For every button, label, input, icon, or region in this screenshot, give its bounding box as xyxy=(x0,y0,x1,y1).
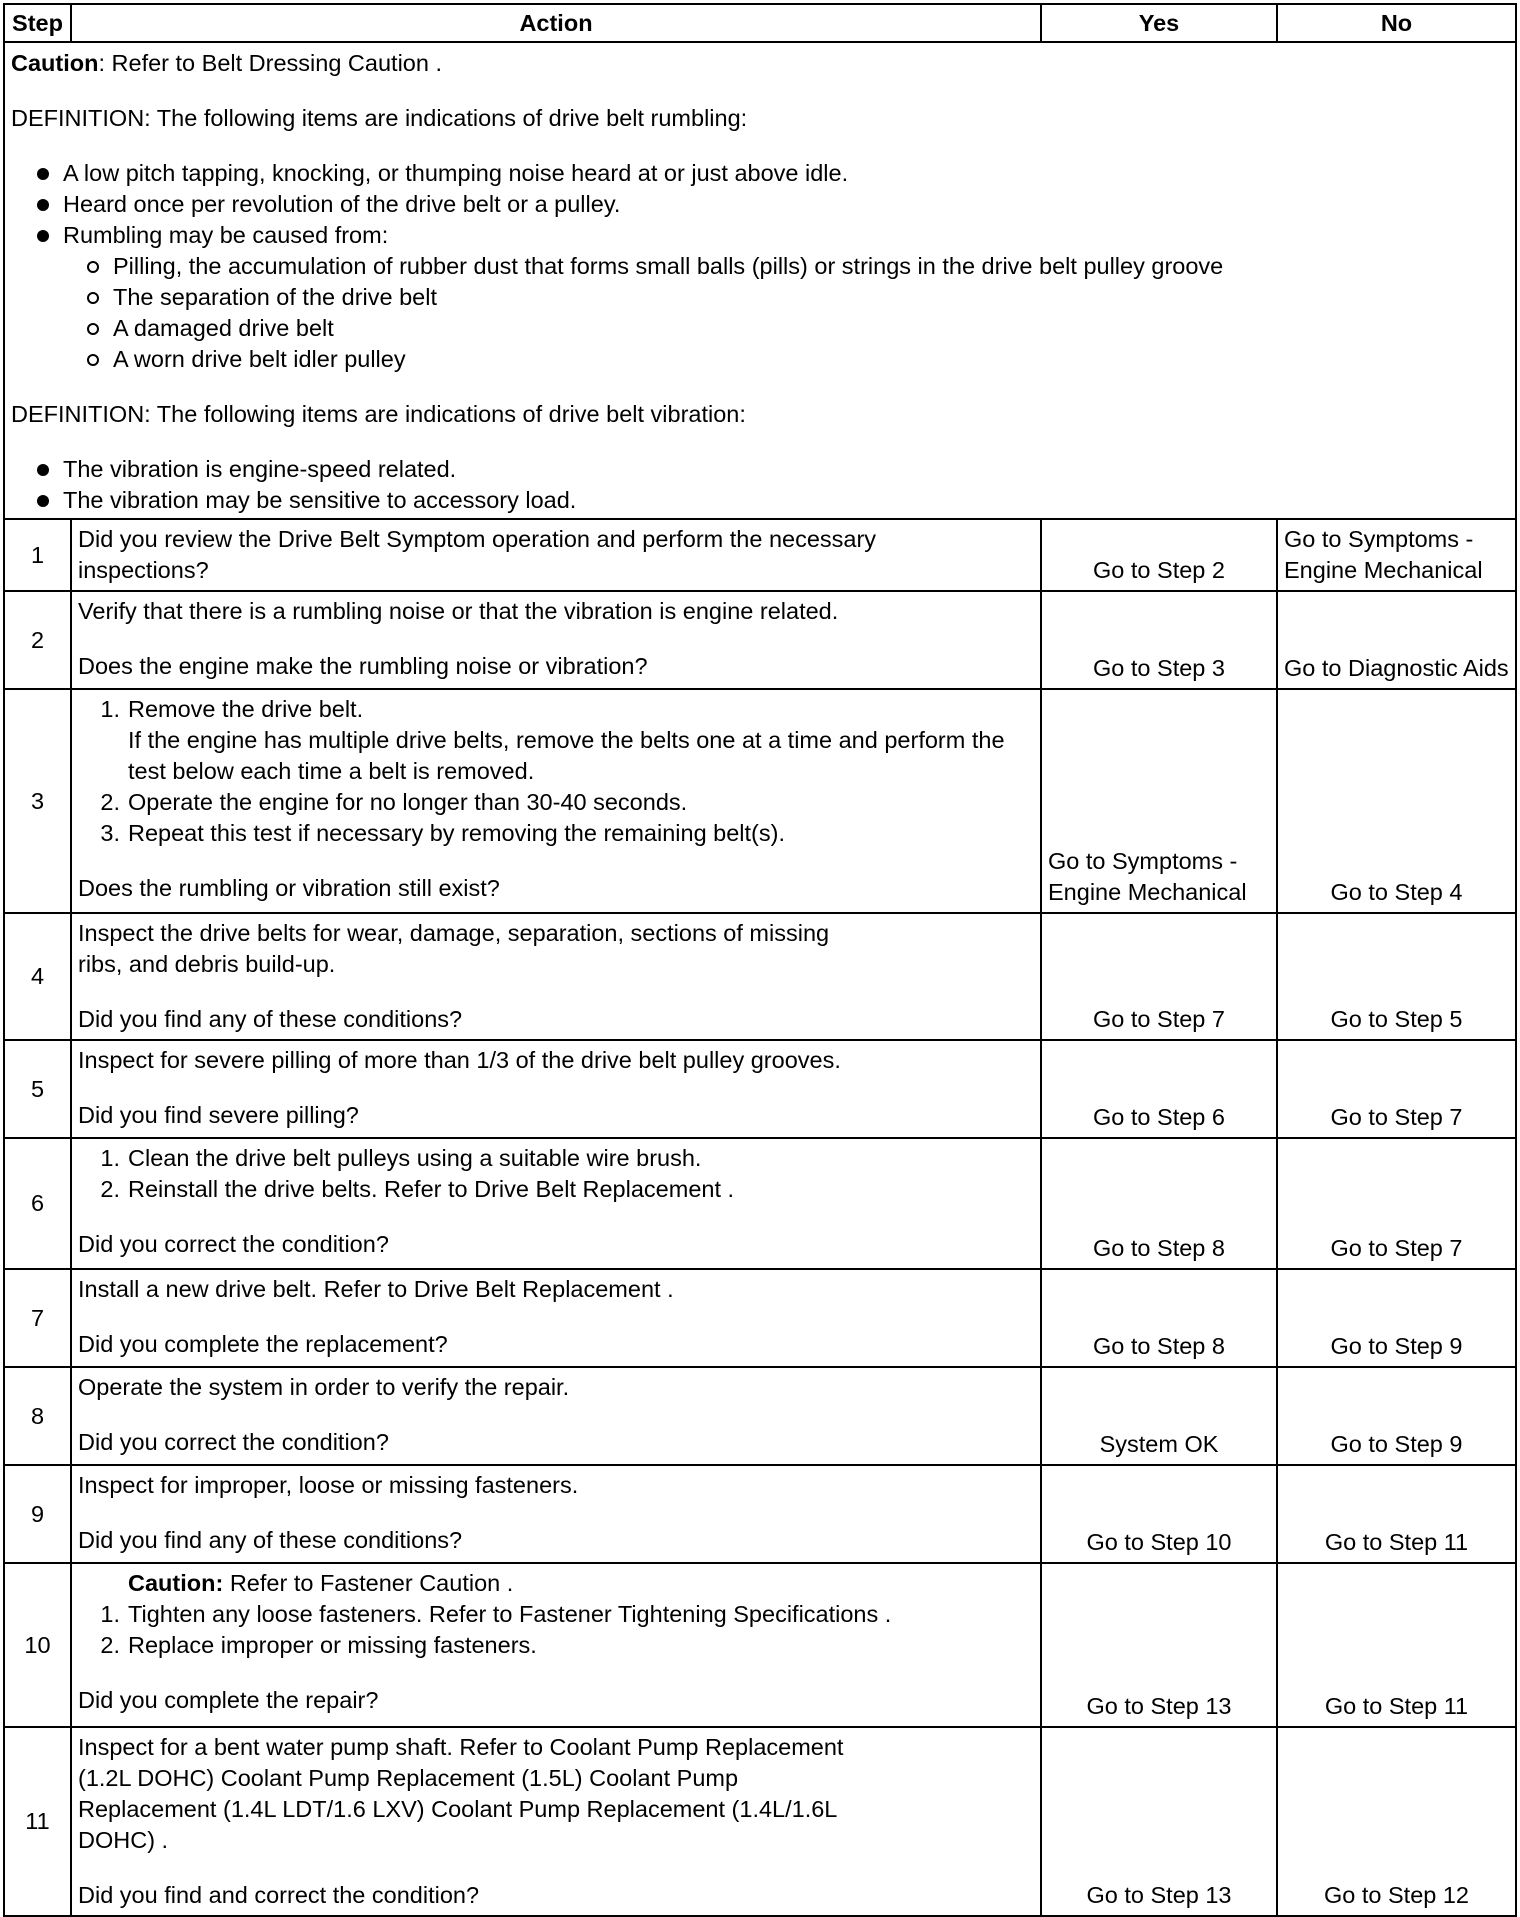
step-action-cell xyxy=(71,1465,1041,1563)
item-number: 1. xyxy=(100,1601,120,1627)
no-answer: Go to Diagnostic Aids xyxy=(1277,591,1516,689)
list-item xyxy=(90,1599,1034,1630)
step-number: 1 xyxy=(4,519,71,591)
vibration-bullet-list xyxy=(11,454,1509,516)
item-text: Operate the engine for no longer than 30-40 seconds. xyxy=(128,789,688,815)
table-row xyxy=(4,1138,1516,1269)
step-number: 8 xyxy=(4,1367,71,1465)
table-row xyxy=(4,1367,1516,1465)
step-action: Inspect for a bent water pump shaft. Refer to Coolant Pump Replacement (1.2L DOHC) Coolant Pump Replacement (1.5L) Coolant Pump Replacement (1.4L LDT/1.6 LXV) Coolant Pump Replacement (1.4L/1.6L DOHC) . xyxy=(78,1734,844,1853)
item-number: 2. xyxy=(100,1176,120,1202)
list-item xyxy=(90,694,1034,787)
item-text: Clean the drive belt pulleys using a suitable wire brush. xyxy=(128,1145,702,1171)
table-row xyxy=(4,1727,1516,1916)
step-caution xyxy=(78,1568,1034,1599)
item-number: 1. xyxy=(100,696,120,722)
table-row xyxy=(4,1269,1516,1367)
header-no: No xyxy=(1277,4,1516,42)
table-row xyxy=(4,1040,1516,1138)
intro-cell xyxy=(4,42,1516,519)
list-item: A worn drive belt idler pulley xyxy=(85,344,1509,375)
list-item xyxy=(90,818,1034,849)
step-procedure-list xyxy=(78,1599,1034,1661)
step-action-cell xyxy=(71,1727,1041,1916)
item-number: 2. xyxy=(100,1632,120,1658)
list-item-label: Rumbling may be caused from: xyxy=(63,222,389,248)
item-subtext: If the engine has multiple drive belts, remove the belts one at a time and perform the test below each time a belt is removed. xyxy=(128,727,1005,784)
header-row xyxy=(4,4,1516,42)
list-item xyxy=(35,220,1509,375)
step-number: 5 xyxy=(4,1040,71,1138)
step-procedure-list xyxy=(78,1143,1034,1205)
yes-answer: Go to Step 13 xyxy=(1041,1563,1277,1727)
step-number: 7 xyxy=(4,1269,71,1367)
item-text: Remove the drive belt. xyxy=(128,696,364,722)
step-number: 10 xyxy=(4,1563,71,1727)
step-action: Verify that there is a rumbling noise or that the vibration is engine related. xyxy=(78,598,839,624)
step-question: Did you complete the replacement? xyxy=(78,1331,448,1357)
list-item: A damaged drive belt xyxy=(85,313,1509,344)
yes-answer: Go to Symptoms - Engine Mechanical xyxy=(1041,689,1277,913)
list-item xyxy=(90,787,1034,818)
yes-answer: Go to Step 8 xyxy=(1041,1269,1277,1367)
table-row xyxy=(4,519,1516,591)
caution-text: Refer to Fastener Caution . xyxy=(223,1570,514,1596)
step-number: 6 xyxy=(4,1138,71,1269)
step-question: Did you complete the repair? xyxy=(78,1687,379,1713)
no-answer: Go to Step 11 xyxy=(1277,1465,1516,1563)
list-item: The vibration may be sensitive to accessory load. xyxy=(35,485,1509,516)
step-question: Does the engine make the rumbling noise or vibration? xyxy=(78,653,648,679)
diagnostic-table xyxy=(3,3,1517,1917)
item-text: Replace improper or missing fasteners. xyxy=(128,1632,537,1658)
step-question: Did you find and correct the condition? xyxy=(78,1882,480,1908)
list-item: Pilling, the accumulation of rubber dust that forms small balls (pills) or strings in the drive belt pulley groove xyxy=(85,251,1509,282)
definition-vibration: DEFINITION: The following items are indications of drive belt vibration: xyxy=(11,401,746,427)
rumbling-causes-list xyxy=(63,251,1509,375)
table-row xyxy=(4,913,1516,1040)
caution-label: Caution: xyxy=(128,1570,224,1596)
yes-answer: Go to Step 2 xyxy=(1041,519,1277,591)
step-action-cell xyxy=(71,689,1041,913)
step-action: Operate the system in order to verify the repair. xyxy=(78,1374,570,1400)
step-action-cell xyxy=(71,1563,1041,1727)
yes-answer: System OK xyxy=(1041,1367,1277,1465)
no-answer: Go to Step 9 xyxy=(1277,1367,1516,1465)
step-action-cell xyxy=(71,1367,1041,1465)
step-question: Did you find any of these conditions? xyxy=(78,1006,463,1032)
item-text: Reinstall the drive belts. Refer to Drive Belt Replacement . xyxy=(128,1176,735,1202)
no-answer: Go to Step 7 xyxy=(1277,1040,1516,1138)
step-action: Did you review the Drive Belt Symptom operation and perform the necessary inspections? xyxy=(71,519,1041,591)
definition-rumbling: DEFINITION: The following items are indications of drive belt rumbling: xyxy=(11,105,748,131)
caution-text: : Refer to Belt Dressing Caution . xyxy=(98,50,442,76)
step-question: Did you find severe pilling? xyxy=(78,1102,359,1128)
list-item xyxy=(90,1143,1034,1174)
step-action-cell xyxy=(71,1269,1041,1367)
no-answer: Go to Step 4 xyxy=(1277,689,1516,913)
step-number: 4 xyxy=(4,913,71,1040)
rumbling-bullet-list xyxy=(11,158,1509,375)
item-text: Repeat this test if necessary by removing the remaining belt(s). xyxy=(128,820,785,846)
item-number: 2. xyxy=(100,789,120,815)
step-procedure-list xyxy=(78,694,1034,849)
no-answer: Go to Step 9 xyxy=(1277,1269,1516,1367)
no-answer: Go to Step 11 xyxy=(1277,1563,1516,1727)
list-item xyxy=(90,1630,1034,1661)
yes-answer: Go to Step 6 xyxy=(1041,1040,1277,1138)
step-action: Inspect for severe pilling of more than 1/3 of the drive belt pulley grooves. xyxy=(78,1047,841,1073)
step-number: 9 xyxy=(4,1465,71,1563)
step-number: 2 xyxy=(4,591,71,689)
caution-label: Caution xyxy=(11,50,99,76)
step-action: Inspect the drive belts for wear, damage, separation, sections of missing ribs, and debris build-up. xyxy=(78,920,830,977)
table-row xyxy=(4,591,1516,689)
item-text: Tighten any loose fasteners. Refer to Fastener Tightening Specifications . xyxy=(128,1601,892,1627)
intro-caution xyxy=(11,48,1509,79)
step-action-cell xyxy=(71,1040,1041,1138)
header-action: Action xyxy=(71,4,1041,42)
no-answer: Go to Step 12 xyxy=(1277,1727,1516,1916)
intro-row xyxy=(4,42,1516,519)
step-question: Did you find any of these conditions? xyxy=(78,1527,463,1553)
yes-answer: Go to Step 8 xyxy=(1041,1138,1277,1269)
header-yes: Yes xyxy=(1041,4,1277,42)
list-item: Heard once per revolution of the drive belt or a pulley. xyxy=(35,189,1509,220)
yes-answer: Go to Step 3 xyxy=(1041,591,1277,689)
step-action: Inspect for improper, loose or missing fasteners. xyxy=(78,1472,579,1498)
no-answer: Go to Symptoms - Engine Mechanical xyxy=(1277,519,1516,591)
step-action-cell xyxy=(71,1138,1041,1269)
step-question: Did you correct the condition? xyxy=(78,1231,389,1257)
no-answer: Go to Step 7 xyxy=(1277,1138,1516,1269)
list-item: The separation of the drive belt xyxy=(85,282,1509,313)
table-row xyxy=(4,1563,1516,1727)
item-number: 3. xyxy=(100,820,120,846)
step-question: Does the rumbling or vibration still exist? xyxy=(78,875,500,901)
list-item: A low pitch tapping, knocking, or thumping noise heard at or just above idle. xyxy=(35,158,1509,189)
item-number: 1. xyxy=(100,1145,120,1171)
header-step: Step xyxy=(4,4,71,42)
yes-answer: Go to Step 13 xyxy=(1041,1727,1277,1916)
no-answer: Go to Step 5 xyxy=(1277,913,1516,1040)
table-row xyxy=(4,1465,1516,1563)
step-number: 3 xyxy=(4,689,71,913)
step-number: 11 xyxy=(4,1727,71,1916)
list-item xyxy=(90,1174,1034,1205)
step-question: Did you correct the condition? xyxy=(78,1429,389,1455)
yes-answer: Go to Step 7 xyxy=(1041,913,1277,1040)
step-action-cell xyxy=(71,591,1041,689)
step-action: Install a new drive belt. Refer to Drive Belt Replacement . xyxy=(78,1276,674,1302)
list-item: The vibration is engine-speed related. xyxy=(35,454,1509,485)
step-action-cell xyxy=(71,913,1041,1040)
yes-answer: Go to Step 10 xyxy=(1041,1465,1277,1563)
table-row xyxy=(4,689,1516,913)
